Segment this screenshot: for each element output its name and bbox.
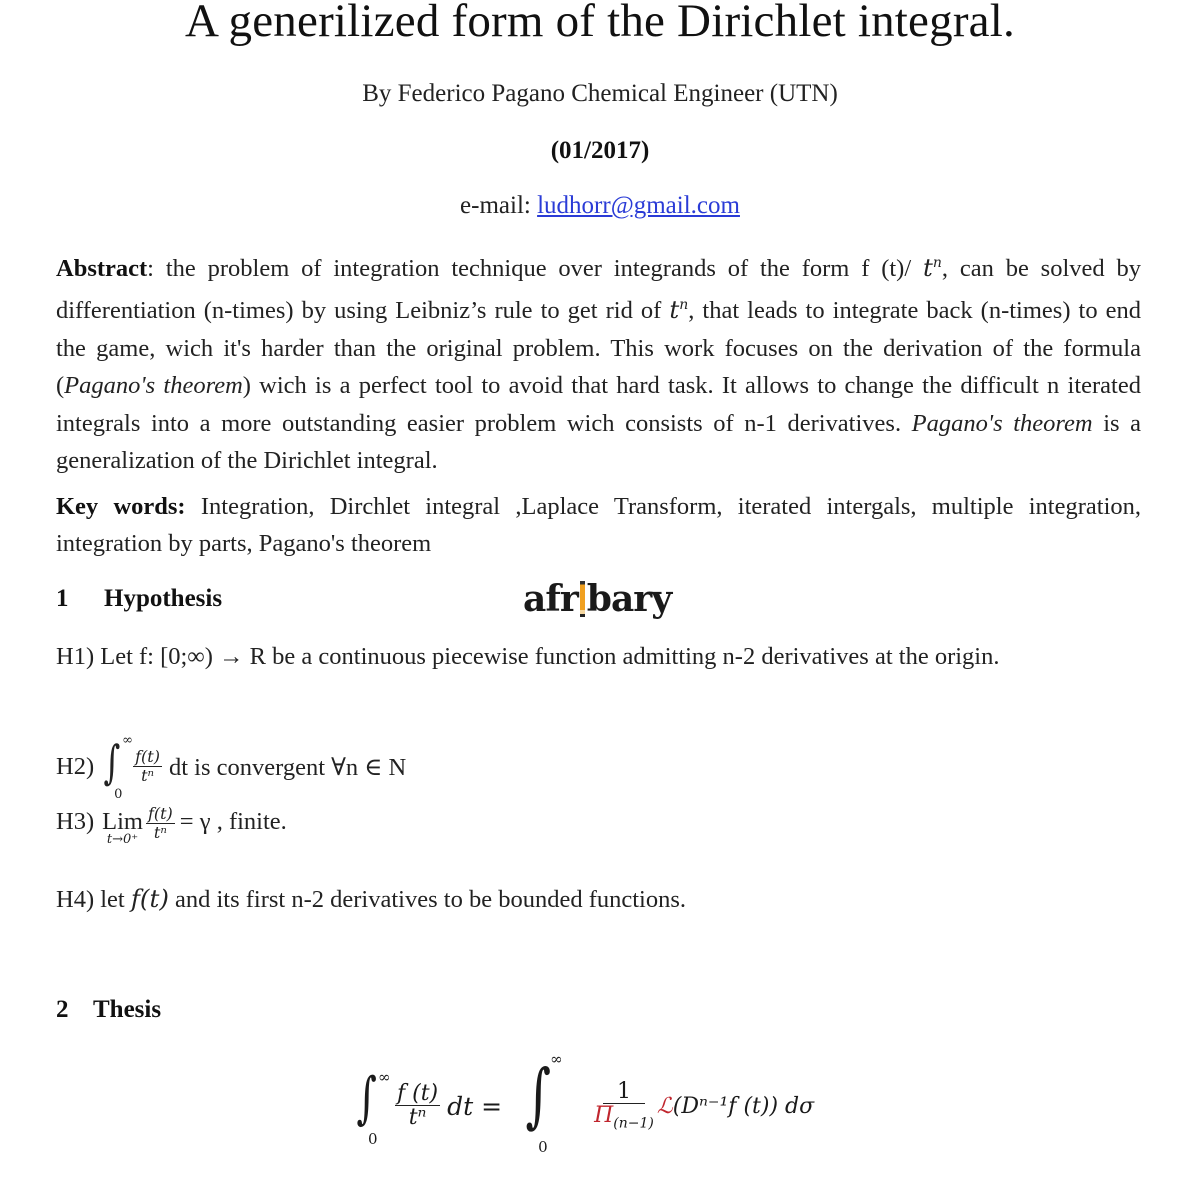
h2-tail: dt is convergent ∀n ∈ N: [168, 754, 407, 781]
lhs-tail: dt =: [447, 1091, 503, 1121]
denominator: tⁿ: [153, 822, 167, 842]
abstract-paragraph: [56, 245, 1141, 479]
abstract-text: is a generalization of the Dirichlet integral.: [56, 409, 1142, 474]
abstract-text: : the problem of integration technique over integrands of the form f (t)/: [147, 255, 923, 283]
keywords-label: Key words:: [56, 493, 186, 520]
section-heading-thesis: [56, 996, 161, 1024]
integral-sign: [100, 733, 133, 802]
numerator: f(t): [147, 804, 173, 823]
laplace-symbol: ℒ: [656, 1093, 673, 1119]
integral-icon: ∫: [525, 1054, 552, 1136]
fraction: [133, 749, 162, 784]
section-title: Hypothesis: [104, 585, 223, 612]
numerator: f (t): [397, 1080, 439, 1106]
pencil-icon: [580, 581, 585, 617]
theorem-name: Pagano's theorem: [64, 372, 243, 400]
denominator: tⁿ: [408, 1104, 427, 1130]
math-t: t: [669, 295, 680, 325]
theorem-name: Pagano's theorem: [911, 409, 1093, 437]
lim-subscript: t→0⁺: [106, 832, 139, 847]
h3-label: H3): [56, 808, 95, 835]
h2-label: H2): [56, 753, 95, 780]
hypothesis-h4: [56, 884, 686, 914]
author-line: By Federico Pagano Chemical Engineer (UTN): [362, 80, 838, 107]
watermark-logo: [523, 578, 671, 620]
hypothesis-h3: [56, 804, 287, 847]
abstract-text: ) wich is a perfect tool to avoid that hard task. It allows to change the difficult n iterated integrals into a more outstanding easier problem wich consists of n-1 derivatives.: [56, 372, 1141, 437]
abstract-label: Abstract: [56, 255, 148, 283]
lower-limit: 0: [368, 1130, 378, 1148]
section-heading-hypothesis: [56, 585, 222, 613]
h4-text: and its first n-2 derivatives to be bounded functions.: [168, 886, 686, 913]
rhs-tail: (Dⁿ⁻¹f (t)) dσ: [672, 1093, 815, 1119]
integral-icon: ∫: [356, 1066, 377, 1131]
integral-icon: ∫: [103, 735, 121, 789]
fraction-lhs: [395, 1082, 440, 1130]
abstract-text: , can be solved by differentiation (n-times) by using Leibniz’s rule to get rid of: [56, 255, 1141, 325]
email-line: [0, 192, 1200, 220]
abstract-text: , that leads to integrate back (n-times) to end the game, wich it's harder than the original problem. This work focuses on the derivation of the formula (: [56, 297, 1141, 400]
publication-date: (01/2017): [550, 137, 650, 164]
thesis-formula: [352, 1050, 815, 1156]
email-label: e-mail:: [460, 192, 531, 219]
keywords-paragraph: [56, 488, 1141, 563]
denominator: [594, 1104, 654, 1132]
lim-text: Lim: [102, 808, 143, 835]
keywords-text: Integration, Dirchlet integral ,Laplace Transform, iterated intergals, multiple integration, integration by parts, Pagano's theorem: [56, 493, 1141, 558]
math-t: t: [923, 253, 933, 283]
section-title: Thesis: [93, 996, 162, 1023]
upper-limit: ∞: [550, 1050, 563, 1068]
lower-limit: 0: [538, 1138, 548, 1156]
upper-limit: ∞: [378, 1068, 391, 1086]
hypothesis-h2: [56, 733, 407, 802]
section-number: 2: [56, 996, 69, 1023]
numerator: 1: [603, 1080, 645, 1104]
h3-tail: = γ , finite.: [179, 808, 287, 835]
section-number: 1: [56, 585, 69, 612]
numerator: f(t): [135, 747, 160, 767]
pi-symbol: Π: [594, 1103, 614, 1129]
logo-text-right: bary: [586, 578, 672, 620]
fraction-rhs: [594, 1080, 654, 1132]
pi-subscript: (n−1): [613, 1115, 654, 1132]
fraction: [146, 806, 175, 841]
denominator: tⁿ: [141, 766, 154, 786]
math-sup-n: n: [932, 255, 942, 271]
integral-sign-rhs: [520, 1050, 568, 1156]
math-sup-n: n: [679, 297, 689, 314]
logo-text-left: afr: [523, 578, 578, 620]
limit-operator: [102, 808, 143, 847]
h4-text: H4) let: [56, 886, 131, 913]
math-f-t: f(t): [130, 884, 169, 913]
integral-sign-lhs: [352, 1066, 392, 1146]
upper-limit: ∞: [122, 733, 133, 748]
lower-limit: 0: [114, 787, 123, 802]
email-link[interactable]: ludhorr@gmail.com: [537, 192, 740, 219]
hypothesis-h1: H1) Let f: [0;∞) → R be a continuous piecewise function admitting n-2 derivatives at the origin.: [56, 643, 1000, 670]
paper-title: A generilized form of the Dirichlet integral.: [185, 0, 1015, 47]
